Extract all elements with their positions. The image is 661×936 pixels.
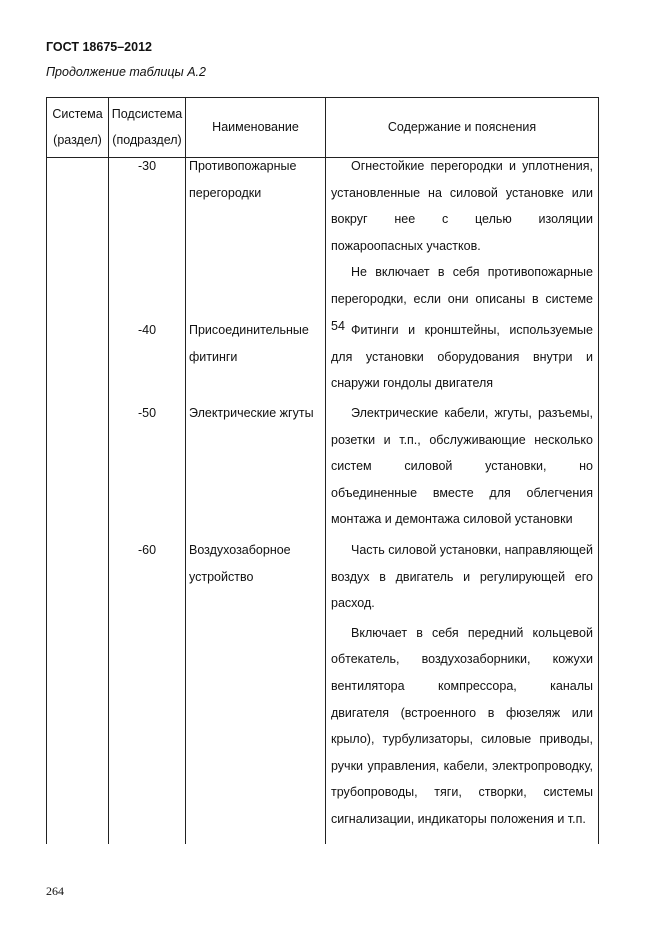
- table-row-name-line: перегородки: [189, 185, 262, 200]
- content-paragraph: Электрические кабели, жгуты, разъемы, розетки и т.п., обслуживающие несколько систем силовой установки, но объединенные вместе для облегчения монтажа и демонтажа силовой установки: [331, 406, 593, 527]
- content-paragraph: Включает в себя передний кольцевой обтекатель, воздухозаборники, кожухи вентилятора компрессора, каналы двигателя (встроенного в фюзеляж или крыло), турбулизаторы, силовые приводы, ручки управления, кабели, электропроводку, трубопроводы, тяги, створки, системы сигнализации, индикаторы положения и т.п.: [331, 625, 593, 826]
- table-row-name-line: фитинги: [189, 349, 238, 364]
- table-continuation-caption: Продолжение таблицы А.2: [46, 65, 206, 79]
- header-subsystem-line-2: (подраздел): [112, 133, 182, 147]
- page-number: 264: [46, 884, 64, 898]
- table-row-name: [189, 537, 323, 590]
- standard-designation: ГОСТ 18675–2012: [46, 40, 152, 54]
- content-paragraph: Огнестойкие перегородки и уплотнения, установленные на силовой установке или вокруг нее с целью изоляции пожароопасных участков.: [331, 159, 593, 253]
- table-row-content: [331, 317, 593, 397]
- table-row-content: [331, 400, 593, 533]
- content-paragraph: Часть силовой установки, направляющей воздух в двигатель и регулирующей его расход.: [331, 543, 593, 611]
- header-subsystem-line-1: Подсистема: [111, 107, 183, 121]
- table-row-code: -50: [137, 406, 157, 420]
- content-paragraph: Не включает в себя противопожарные перегородки, если они описаны в системе 54: [331, 265, 593, 333]
- table-row-code: -40: [137, 323, 157, 337]
- content-paragraph: Фитинги и кронштейны, используемые для установки оборудования внутри и снаружи гондолы двигателя: [331, 323, 593, 391]
- table-row-code: -60: [137, 543, 157, 557]
- column-divider-1: [108, 97, 109, 844]
- table-row-name-line: Воздухозаборное: [189, 543, 291, 557]
- header-system-line-2: (раздел): [53, 133, 102, 147]
- table-row-name: [189, 317, 323, 370]
- header-system: [47, 101, 108, 153]
- table-row-content: [331, 537, 593, 833]
- table-row-name-line: устройство: [189, 569, 254, 584]
- header-content: Содержание и пояснения: [387, 120, 537, 134]
- table-top-border: [46, 97, 598, 98]
- table-row-content: [331, 153, 593, 339]
- column-divider-3: [325, 97, 326, 844]
- table-row-name-line: Противопожарные: [189, 159, 297, 173]
- column-divider-2: [185, 97, 186, 844]
- header-subsystem: [109, 101, 185, 153]
- table-row-name: [189, 153, 323, 206]
- table-row-name-line: Электрические жгуты: [189, 406, 314, 420]
- table-left-border: [46, 97, 47, 844]
- table-right-border: [598, 97, 599, 844]
- table-row-name: [189, 400, 323, 427]
- header-system-line-1: Система: [52, 107, 103, 121]
- header-name: Наименование: [212, 120, 299, 134]
- table-row-code: -30: [137, 159, 157, 173]
- table-row-name-line: Присоединительные: [189, 323, 309, 337]
